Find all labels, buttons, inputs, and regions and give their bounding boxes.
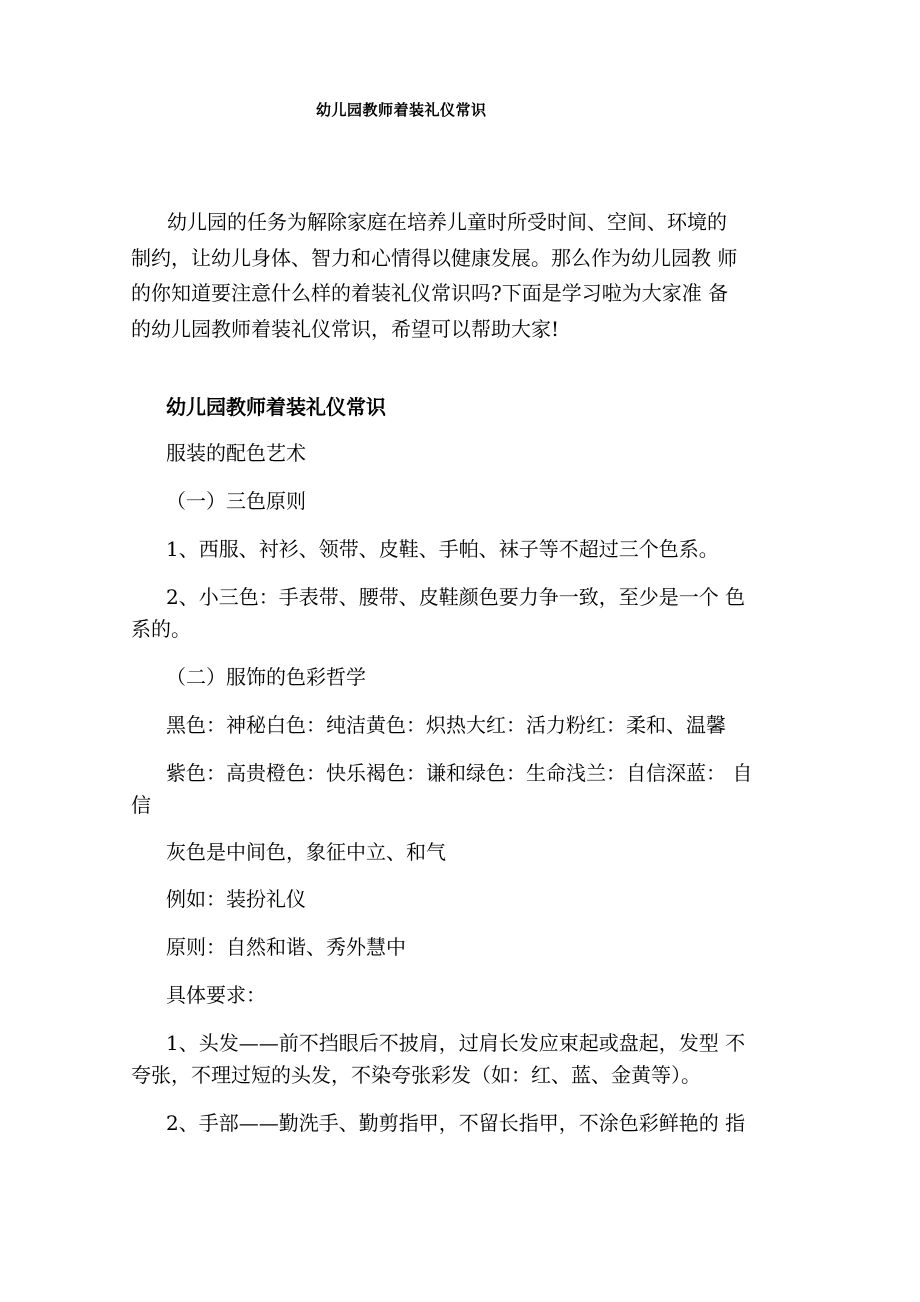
paragraph-line: 系的。 xyxy=(131,617,191,641)
intro-line: 的幼儿园教师着装礼仪常识，希望可以帮助大家! xyxy=(131,316,560,341)
paragraph-color-philosophy xyxy=(131,661,803,693)
intro-line: 幼儿园的任务为解除家庭在培养儿童时所受时间、空间、环境的 xyxy=(167,210,727,234)
intro-line: 的你知道要注意什么样的着装礼仪常识吗?下面是学习啦为大家准 备 xyxy=(131,281,729,305)
paragraph-hair xyxy=(131,1027,803,1091)
paragraph-line: （一）三色原则 xyxy=(166,489,306,513)
paragraph-requirements xyxy=(131,979,803,1011)
paragraph-line: 2、手部——勤洗手、勤剪指甲，不留长指甲，不涂色彩鲜艳的 指 xyxy=(166,1111,746,1135)
paragraph-line: 紫色：高贵橙色：快乐褐色：谦和绿色：生命浅兰：自信深蓝： 自 xyxy=(166,761,753,785)
paragraph-line: 黑色：神秘白色：纯洁黄色：炽热大红：活力粉红：柔和、温馨 xyxy=(166,713,726,737)
paragraph-item-1 xyxy=(131,533,803,565)
paragraph-example xyxy=(131,883,803,915)
paragraph-line: 具体要求： xyxy=(166,983,266,1007)
paragraph-line: 服装的配色艺术 xyxy=(166,441,306,465)
section-heading: 幼儿园教师着装礼仪常识 xyxy=(166,395,386,419)
paragraph-line: 1、头发——前不挡眼后不披肩，过肩长发应束起或盘起，发型 不 xyxy=(166,1031,746,1055)
paragraph-line: 例如：装扮礼仪 xyxy=(166,887,306,911)
paragraph-principle xyxy=(131,931,803,963)
paragraph-line: 2、小三色：手表带、腰带、皮鞋颜色要力争一致，至少是一个 色 xyxy=(166,585,746,609)
paragraph-color-meanings-2 xyxy=(131,757,803,821)
paragraph-line: 原则：自然和谐、秀外慧中 xyxy=(166,935,406,959)
paragraph-line: 灰色是中间色，象征中立、和气 xyxy=(166,840,446,864)
paragraph-line: 信 xyxy=(131,793,151,817)
paragraph-line: 夸张，不理过短的头发，不染夸张彩发（如：红、蓝、金黄等）。 xyxy=(131,1063,701,1087)
paragraph-color-meanings-1 xyxy=(131,709,803,741)
paragraph-color-art xyxy=(131,437,803,469)
document-header-title: 幼儿园教师着装礼仪常识 xyxy=(316,101,487,119)
paragraph-hands xyxy=(131,1107,803,1139)
paragraph-line: （二）服饰的色彩哲学 xyxy=(166,665,366,689)
intro-line: 制约，让幼儿身体、智力和心情得以健康发展。那么作为幼儿园教 师 xyxy=(131,245,738,270)
paragraph-item-2 xyxy=(131,581,803,645)
paragraph-gray-color xyxy=(131,836,803,868)
paragraph-line: 1、西服、衬衫、领带、皮鞋、手帕、袜子等不超过三个色系。 xyxy=(166,537,719,561)
paragraph-three-color-rule xyxy=(131,485,803,517)
intro-paragraph xyxy=(131,205,803,347)
